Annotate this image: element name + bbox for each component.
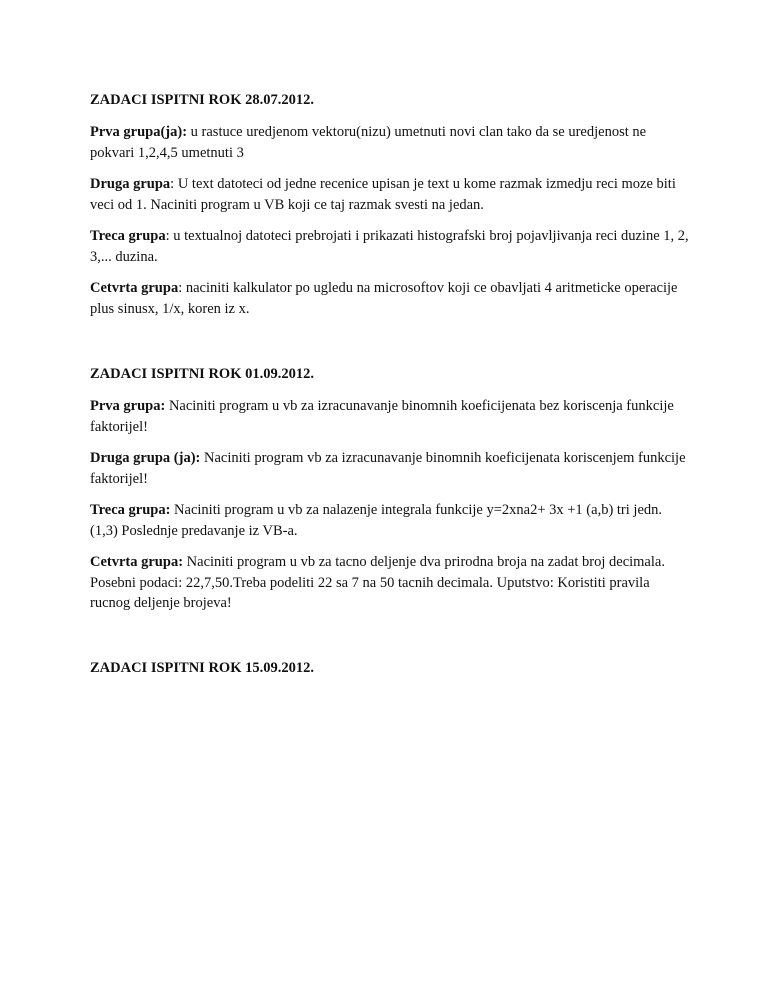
task-text: : U text datoteci od jedne recenice upisan je text u kome razmak izmedju reci moze biti veci od 1. Naciniti program u VB koji ce taj razmak svesti na jedan.	[90, 176, 676, 213]
task-text: Naciniti program u vb za nalazenje integrala funkcije y=2xna2+ 3x +1 (a,b) tri jedn. (1,3) Poslednje predavanje iz VB-a.	[90, 502, 662, 539]
task-text: Naciniti program u vb za izracunavanje binomnih koeficijenata bez koriscenja funkcije faktorijel!	[90, 398, 674, 435]
task-paragraph	[90, 500, 690, 541]
section-heading: ZADACI ISPITNI ROK 15.09.2012.	[90, 660, 314, 676]
group-label: Treca grupa	[90, 228, 166, 244]
task-paragraph	[90, 396, 690, 437]
group-label: Cetvrta grupa:	[90, 554, 184, 570]
group-label: Prva grupa:	[90, 398, 166, 414]
task-paragraph	[90, 174, 690, 215]
task-paragraph	[90, 122, 690, 163]
group-label: Prva grupa(ja):	[90, 124, 188, 140]
task-text: Naciniti program vb za izracunavanje binomnih koeficijenata koriscenjem funkcije faktorijel!	[90, 450, 686, 487]
task-text: : naciniti kalkulator po ugledu na microsoftov koji ce obavljati 4 aritmeticke operacije plus sinusx, 1/x, koren iz x.	[90, 280, 678, 317]
task-paragraph	[90, 448, 690, 489]
task-text: : u textualnoj datoteci prebrojati i prikazati histografski broj pojavljivanja reci duzine 1, 2, 3,... duzina.	[90, 228, 689, 265]
group-label: Druga grupa	[90, 176, 171, 192]
task-text: u rastuce uredjenom vektoru(nizu) umetnuti novi clan tako da se uredjenost ne pokvari 1,2,4,5 umetnuti 3	[90, 124, 647, 161]
group-label: Druga grupa (ja):	[90, 450, 201, 466]
task-paragraph	[90, 226, 690, 267]
group-label: Treca grupa:	[90, 502, 171, 518]
section-heading: ZADACI ISPITNI ROK 01.09.2012.	[90, 366, 314, 382]
group-label: Cetvrta grupa	[90, 280, 179, 296]
task-text: Naciniti program u vb za tacno deljenje dva prirodna broja na zadat broj decimala. Posebni podaci: 22,7,50.Treba podeliti 22 sa 7 na 50 tacnih decimala. Uputstvo: Koristiti pravila rucnog deljenje brojeva!	[90, 554, 665, 611]
task-paragraph	[90, 278, 690, 319]
task-paragraph	[90, 552, 690, 614]
section-heading: ZADACI ISPITNI ROK 28.07.2012.	[90, 92, 314, 108]
